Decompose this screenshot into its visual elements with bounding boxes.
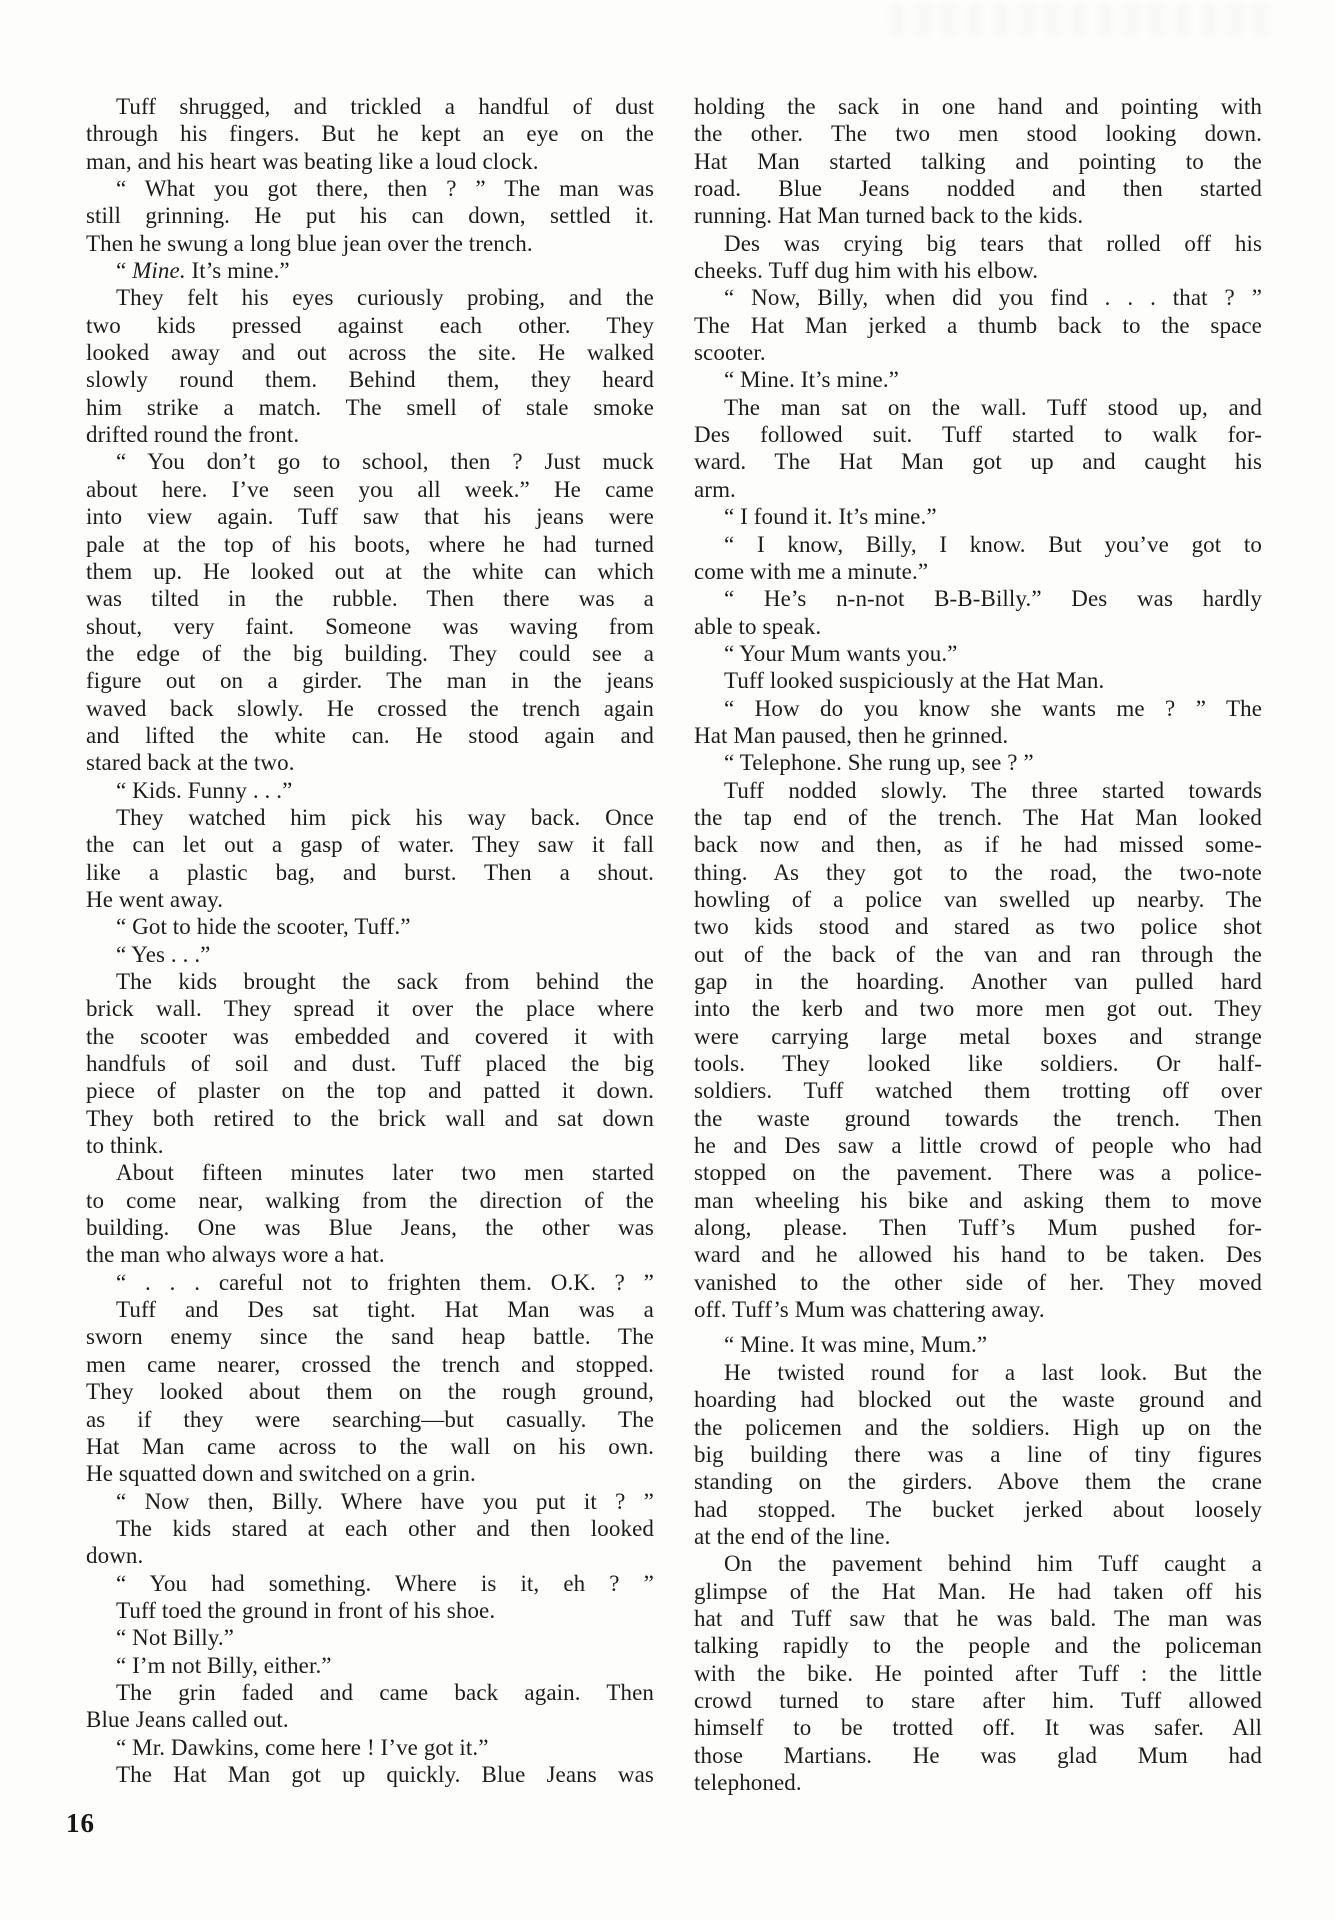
text-line: stared back at the two.	[86, 750, 295, 776]
text-line: along, please. Then Tuff’s Mum pushed for-	[694, 1215, 1262, 1241]
text-line: Tuff shrugged, and trickled a handful of dust	[116, 94, 654, 119]
text-line: able to speak.	[694, 613, 822, 639]
text-line: “ . . . careful not to frighten them. O.K. ? ”	[116, 1269, 654, 1295]
text-line: ward and he allowed his hand to be taken. Des	[694, 1242, 1262, 1268]
text-line: them up. He looked out at the white can which	[86, 558, 654, 584]
text-line: They both retired to the brick wall and sat down	[86, 1105, 654, 1131]
text-line: the policemen and the soldiers. High up on the	[694, 1414, 1262, 1440]
text-line: and lifted the white can. He stood again and	[86, 722, 654, 748]
left-column	[86, 93, 654, 1788]
text-line: like a plastic bag, and burst. Then a shout.	[86, 859, 654, 885]
text-line: him strike a match. The smell of stale smoke	[86, 394, 654, 420]
text-line: howling of a police van swelled up nearby. The	[694, 886, 1262, 912]
text-line: at the end of the line.	[694, 1523, 891, 1549]
text-line: Hat Man started talking and pointing to the	[694, 148, 1262, 174]
text-line: slowly round them. Behind them, they heard	[86, 367, 654, 393]
text-line: Tuff nodded slowly. The three started towards	[724, 777, 1262, 803]
text-line: the scooter was embedded and covered it with	[86, 1023, 654, 1049]
text-line: through his fingers. But he kept an eye on the	[86, 121, 654, 147]
text-line: still grinning. He put his can down, settled it.	[86, 203, 654, 229]
text-line: two kids stood and stared as two police shot	[694, 914, 1262, 940]
text-line: telephoned.	[694, 1769, 802, 1795]
text-line: were carrying large metal boxes and strange	[694, 1023, 1262, 1049]
text-line: “ He’s n-n-not B-B-Billy.” Des was hardly	[724, 586, 1262, 612]
text-line: “ Mr. Dawkins, come here ! I’ve got it.”	[116, 1734, 489, 1760]
text-line: big building there was a line of tiny figures	[694, 1441, 1262, 1467]
text-line: He squatted down and switched on a grin.	[86, 1461, 476, 1487]
text-line: “ You don’t go to school, then ? Just muck	[116, 449, 654, 475]
text-line: “ You had something. Where is it, eh ? ”	[116, 1570, 654, 1596]
text-line: off. Tuff’s Mum was chattering away.	[694, 1297, 1045, 1323]
text-line: holding the sack in one hand and pointing with	[694, 94, 1262, 119]
text-line: sworn enemy since the sand heap battle. The	[86, 1324, 654, 1350]
text-line: hat and Tuff saw that he was bald. The man was	[694, 1605, 1262, 1631]
text-line: Des followed suit. Tuff started to walk for-	[694, 422, 1262, 448]
text-line: He went away.	[86, 886, 224, 912]
text-line: as if they were searching—but casually. The	[86, 1406, 654, 1432]
text-line: thing. As they got to the road, the two-note	[694, 859, 1262, 885]
text-line: The Hat Man got up quickly. Blue Jeans was	[116, 1761, 654, 1787]
text-line: the can let out a gasp of water. They saw it fall	[86, 832, 654, 858]
text-line: Hat Man came across to the wall on his own.	[86, 1433, 654, 1459]
text-line: On the pavement behind him Tuff caught a	[724, 1551, 1262, 1577]
text-line: looked away and out across the site. He walked	[86, 340, 654, 366]
text-line: “ Yes . . .”	[116, 941, 211, 967]
text-line: “ How do you know she wants me ? ” The	[724, 695, 1262, 721]
text-line: the tap end of the trench. The Hat Man looked	[694, 804, 1262, 830]
text-line: drifted round the front.	[86, 422, 300, 448]
text-line: cheeks. Tuff dug him with his elbow.	[694, 258, 1039, 284]
text-line: out of the back of the van and ran through the	[694, 941, 1262, 967]
text-line: “ Now, Billy, when did you find . . . that ? ”	[724, 285, 1262, 311]
text-line: was tilted in the rubble. Then there was a	[86, 586, 654, 612]
text-line: vanished to the other side of her. They moved	[694, 1269, 1262, 1295]
text-line: down.	[86, 1543, 144, 1569]
page-number: 16	[66, 1808, 95, 1838]
text-line: tools. They looked like soldiers. Or half-	[694, 1051, 1262, 1077]
text-line: back now and then, as if he had missed some-	[694, 832, 1262, 858]
text-line: glimpse of the Hat Man. He had taken off his	[694, 1578, 1262, 1604]
text-line: “ I’m not Billy, either.”	[116, 1652, 332, 1678]
text-line: to think.	[86, 1133, 164, 1159]
text-line: Des was crying big tears that rolled off his	[724, 230, 1262, 256]
text-line: the waste ground towards the trench. Then	[694, 1105, 1262, 1131]
text-line: come with me a minute.”	[694, 558, 929, 584]
text-line: Blue Jeans called out.	[86, 1707, 289, 1733]
text-line: ward. The Hat Man got up and caught his	[694, 449, 1262, 475]
text-line: figure out on a girder. The man in the jeans	[86, 668, 654, 694]
text-line: “ Mine. It’s mine.”	[724, 367, 899, 393]
text-line: “ Telephone. She rung up, see ? ”	[724, 750, 1034, 776]
text-line: They watched him pick his way back. Once	[116, 804, 654, 830]
text-line: with the bike. He pointed after Tuff : the little	[694, 1660, 1262, 1686]
text-line: Tuff and Des sat tight. Hat Man was a	[116, 1297, 654, 1323]
text-line: Tuff looked suspiciously at the Hat Man.	[724, 668, 1105, 694]
text-line: had stopped. The bucket jerked about loosely	[694, 1496, 1262, 1522]
text-line: man, and his heart was beating like a loud clock.	[86, 148, 539, 174]
text-line: crowd turned to stare after him. Tuff allowed	[694, 1687, 1262, 1713]
text-line: The Hat Man jerked a thumb back to the space	[694, 312, 1262, 338]
text-line: “ I know, Billy, I know. But you’ve got to	[724, 531, 1262, 557]
text-line: “ Kids. Funny . . .”	[116, 777, 293, 803]
text-line: into view again. Tuff saw that his jeans were	[86, 504, 654, 530]
text-line: road. Blue Jeans nodded and then started	[694, 176, 1262, 202]
text-line: shout, very faint. Someone was waving from	[86, 613, 654, 639]
text-line: “ Your Mum wants you.”	[724, 640, 958, 666]
text-line: the man who always wore a hat.	[86, 1242, 385, 1268]
text-line: They looked about them on the rough ground,	[86, 1379, 654, 1405]
text-line: “ What you got there, then ? ” The man was	[116, 176, 654, 202]
text-line: the edge of the big building. They could see a	[86, 640, 654, 666]
text-line: the other. The two men stood looking down.	[694, 121, 1262, 147]
text-line: men came nearer, crossed the trench and stopped.	[86, 1351, 654, 1377]
text-line: “ Not Billy.”	[116, 1625, 234, 1651]
text-line: into the kerb and two more men got out. They	[694, 996, 1262, 1022]
text-line: he and Des saw a little crowd of people who had	[694, 1133, 1262, 1159]
text-line: two kids pressed against each other. They	[86, 312, 654, 338]
text-line: scooter.	[694, 340, 766, 366]
text-line: pale at the top of his boots, where he had turned	[86, 531, 654, 557]
text-line: arm.	[694, 476, 736, 502]
text-line: talking rapidly to the people and the policeman	[694, 1633, 1262, 1659]
text-line: to come near, walking from the direction of the	[86, 1187, 654, 1213]
text-line: The grin faded and came back again. Then	[116, 1679, 654, 1705]
text-line: brick wall. They spread it over the place where	[86, 996, 654, 1022]
text-line: himself to be trotted off. It was safer. All	[694, 1715, 1262, 1741]
text-line: About fifteen minutes later two men started	[116, 1160, 654, 1186]
text-line: building. One was Blue Jeans, the other was	[86, 1215, 654, 1241]
text-line: waved back slowly. He crossed the trench again	[86, 695, 654, 721]
text-line: “ Got to hide the scooter, Tuff.”	[116, 914, 411, 940]
text-line: gap in the hoarding. Another van pulled hard	[694, 969, 1262, 994]
text-line: stopped on the pavement. There was a police-	[694, 1160, 1262, 1186]
text-line: Hat Man paused, then he grinned.	[694, 722, 1009, 748]
text-line: “ I found it. It’s mine.”	[724, 504, 937, 530]
text-line: The man sat on the wall. Tuff stood up, and	[724, 394, 1262, 420]
text-line: about here. I’ve seen you all week.” He came	[86, 476, 654, 502]
text-line: Tuff toed the ground in front of his shoe.	[116, 1597, 496, 1623]
text-line: “ Now then, Billy. Where have you put it ? ”	[116, 1488, 654, 1514]
text-line: standing on the girders. Above them the crane	[694, 1469, 1262, 1495]
text-line: Then he swung a long blue jean over the trench.	[86, 230, 533, 256]
text-line: “ Mine. It was mine, Mum.”	[724, 1332, 988, 1358]
text-line: soldiers. Tuff watched them trotting off over	[694, 1078, 1262, 1104]
text-line: handfuls of soil and dust. Tuff placed the big	[86, 1051, 654, 1077]
text-line: running. Hat Man turned back to the kids.	[694, 203, 1084, 229]
text-line: The kids brought the sack from behind the	[116, 969, 654, 994]
text-line: hoarding had blocked out the waste ground and	[694, 1387, 1262, 1413]
scan-smudge	[890, 4, 1280, 34]
text-line: piece of plaster on the top and patted it down.	[86, 1078, 654, 1104]
text-line: man wheeling his bike and asking them to move	[694, 1187, 1262, 1213]
text-line: “ Mine. It’s mine.”	[116, 258, 290, 284]
text-line: The kids stared at each other and then looked	[116, 1515, 654, 1541]
text-line: those Martians. He was glad Mum had	[694, 1742, 1262, 1768]
right-column	[694, 93, 1262, 1796]
text-line: He twisted round for a last look. But the	[724, 1359, 1262, 1385]
text-line: They felt his eyes curiously probing, and the	[116, 285, 654, 311]
